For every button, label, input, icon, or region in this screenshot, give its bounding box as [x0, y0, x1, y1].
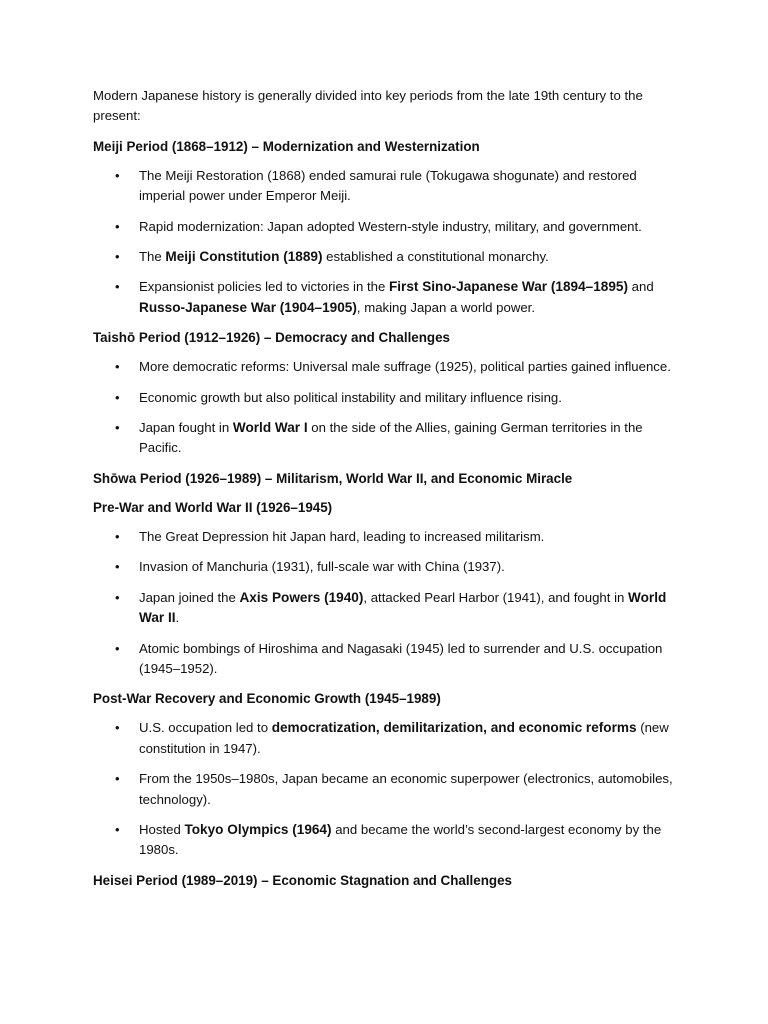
list-item-text: , making Japan a world power. — [356, 299, 536, 315]
list-item-text: The Meiji Restoration (1868) ended samurai rule (Tokugawa shogunate) and restored imperial power under Emperor Meiji. — [139, 167, 637, 204]
list-item-text: and became the world’s second-largest economy by the 1980s. — [139, 821, 662, 858]
list-item — [93, 820, 683, 861]
list-item-text: and — [627, 279, 654, 295]
list-item-text: Invasion of Manchuria (1931), full-scale war with China (1937). — [139, 559, 505, 575]
meiji-heading: Meiji Period (1868–1912) – Modernization and Westernization — [93, 138, 480, 154]
emphasis-text: democratization, demilitarization, and economic reforms — [271, 720, 637, 736]
emphasis-text: World War II — [139, 589, 667, 626]
list-item-text: Japan joined the — [139, 589, 240, 605]
emphasis-text: Tokyo Olympics (1964) — [184, 821, 332, 837]
list-item-text: Economic growth but also political instability and military influence rising. — [139, 389, 562, 405]
list-item — [93, 588, 683, 629]
taisho-list — [93, 357, 683, 459]
list-item-text: Japan fought in — [139, 420, 233, 436]
list-item-text: , attacked Pearl Harbor (1941), and fought in — [363, 589, 629, 605]
list-item-text: More democratic reforms: Universal male suffrage (1925), political parties gained influence. — [139, 359, 671, 375]
document-body — [93, 86, 683, 900]
list-item — [93, 277, 683, 318]
emphasis-text: Meiji Constitution (1889) — [165, 249, 323, 265]
list-item-text: The — [139, 249, 166, 265]
list-item — [93, 166, 683, 207]
showa-prewar-heading: Pre-War and World War II (1926–1945) — [93, 499, 333, 515]
list-item — [93, 527, 683, 547]
emphasis-text: World War I — [232, 420, 308, 436]
list-item-text: The Great Depression hit Japan hard, leading to increased militarism. — [139, 528, 545, 544]
emphasis-text: Axis Powers (1940) — [239, 589, 364, 605]
meiji-list — [93, 166, 683, 318]
list-item-text: established a constitutional monarchy. — [322, 249, 549, 265]
intro-paragraph: Modern Japanese history is generally divided into key periods from the late 19th century to the present: — [93, 88, 643, 124]
list-item-text: U.S. occupation led to — [139, 720, 272, 736]
showa-postwar-heading: Post-War Recovery and Economic Growth (1945–1989) — [93, 691, 441, 707]
list-item-text: (new constitution in 1947). — [139, 720, 669, 756]
list-item-text: Atomic bombings of Hiroshima and Nagasaki (1945) led to surrender and U.S. occupation (1945–1952). — [139, 640, 663, 676]
list-item — [93, 557, 683, 577]
emphasis-text: Russo-Japanese War (1904–1905) — [139, 299, 357, 315]
list-item — [93, 418, 683, 459]
list-item — [93, 247, 683, 267]
showa-prewar-list — [93, 527, 683, 679]
taisho-heading: Taishō Period (1912–1926) – Democracy and Challenges — [93, 330, 450, 346]
list-item-text: . — [175, 610, 180, 626]
showa-heading: Shōwa Period (1926–1989) – Militarism, World War II, and Economic Miracle — [93, 470, 573, 486]
list-item-text: From the 1950s–1980s, Japan became an economic superpower (electronics, automobiles, technology). — [139, 771, 673, 807]
list-item — [93, 639, 683, 680]
list-item-text: Rapid modernization: Japan adopted Western-style industry, military, and government. — [139, 218, 642, 234]
list-item — [93, 718, 683, 759]
list-item-text: Expansionist policies led to victories in the — [139, 279, 389, 295]
list-item — [93, 357, 683, 377]
list-item-text: on the side of the Allies, gaining German territories in the Pacific. — [139, 420, 643, 456]
list-item — [93, 769, 683, 810]
list-item — [93, 217, 683, 237]
emphasis-text: First Sino-Japanese War (1894–1895) — [388, 279, 628, 295]
showa-postwar-list — [93, 718, 683, 860]
heisei-heading: Heisei Period (1989–2019) – Economic Stagnation and Challenges — [93, 872, 512, 888]
list-item-text: Hosted — [139, 821, 185, 837]
list-item — [93, 388, 683, 408]
